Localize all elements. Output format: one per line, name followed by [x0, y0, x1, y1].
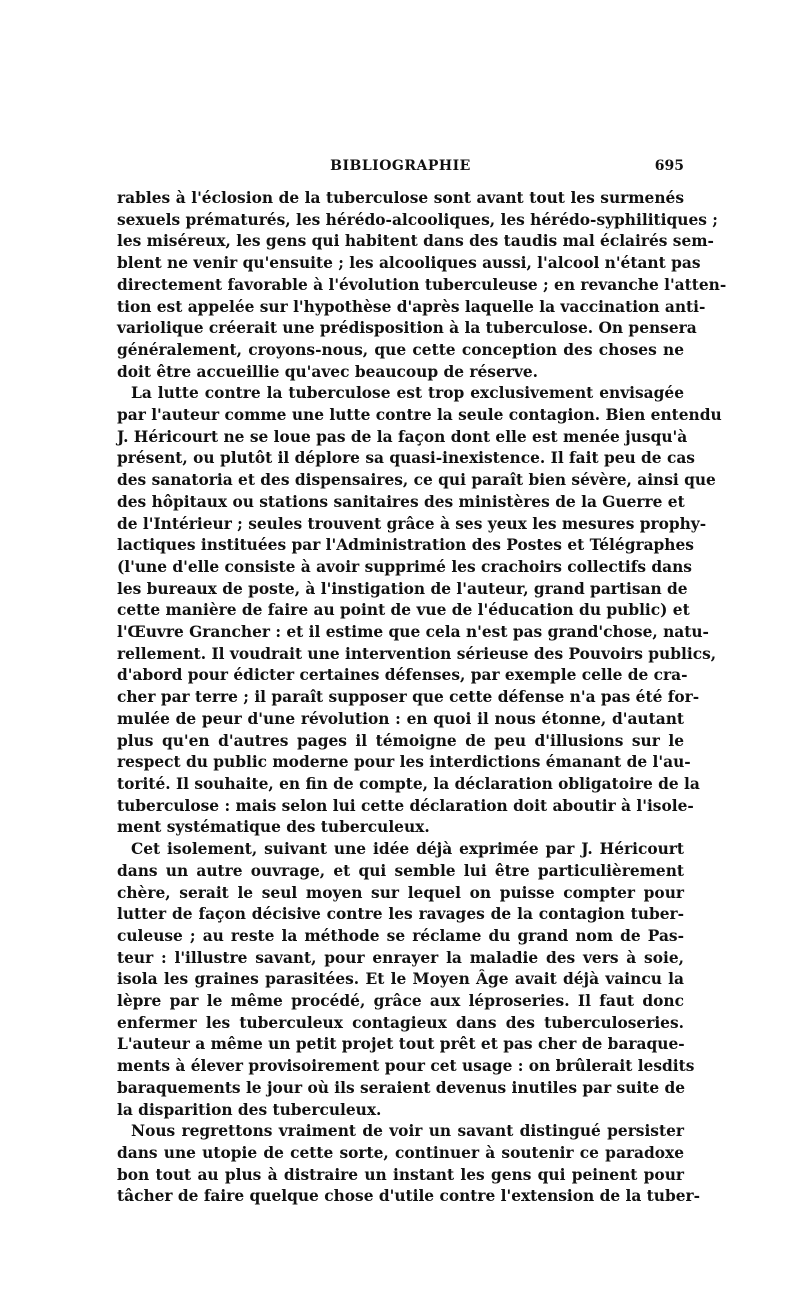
text-line: isola les graines parasitées. Et le Moyen Âge avait déjà vaincu la: [117, 970, 684, 989]
text-line: mulée de peur d'une révolution : en quoi il nous étonne, d'autant: [117, 709, 684, 728]
text-line: Nous regrettons vraiment de voir un savant distingué persister: [131, 1122, 684, 1141]
text-line: présent, ou plutôt il déplore sa quasi-inexistence. Il fait peu de cas: [117, 449, 695, 468]
text-line: culeuse ; au reste la méthode se réclame du grand nom de Pas-: [117, 926, 684, 945]
text-line: J. Héricourt ne se loue pas de la façon dont elle est menée jusqu'à: [117, 427, 688, 446]
text-line: les bureaux de poste, à l'instigation de l'auteur, grand partisan de: [117, 579, 688, 598]
text-line: des sanatoria et des dispensaires, ce qui paraît bien sévère, ainsi que: [117, 471, 716, 490]
text-line: par l'auteur comme une lutte contre la seule contagion. Bien entendu: [117, 406, 722, 425]
text-line: variolique créerait une prédisposition à la tuberculose. On pensera: [117, 319, 697, 338]
text-line: ments à élever provisoirement pour cet usage : on brûlerait lesdits: [117, 1057, 695, 1076]
text-line: teur : l'illustre savant, pour enrayer la maladie des vers à soie,: [117, 948, 684, 967]
text-line: dans un autre ouvrage, et qui semble lui être particulièrement: [117, 861, 684, 880]
text-line: dans une utopie de cette sorte, continuer à soutenir ce paradoxe: [117, 1143, 684, 1162]
running-head: [117, 158, 684, 180]
running-title: BIBLIOGRAPHIE: [330, 158, 471, 174]
text-line: lactiques instituées par l'Administration des Postes et Télégraphes: [117, 536, 694, 555]
text-line: l'Œuvre Grancher : et il estime que cela n'est pas grand'chose, natu-: [117, 623, 709, 642]
text-line: de l'Intérieur ; seules trouvent grâce à ses yeux les mesures prophy-: [117, 514, 707, 533]
text-line: Cet isolement, suivant une idée déjà exprimée par J. Héricourt: [131, 840, 684, 859]
text-line: (l'une d'elle consiste à avoir supprimé les crachoirs collectifs dans: [117, 557, 692, 576]
text-line: la disparition des tuberculeux.: [117, 1100, 382, 1119]
text-line: lutter de façon décisive contre les ravages de la contagion tuber-: [117, 905, 684, 924]
paragraph-3: [117, 839, 695, 1121]
text-line: ment systématique des tuberculeux.: [117, 818, 430, 837]
text-line: lèpre par le même procédé, grâce aux léproseries. Il faut donc: [117, 992, 684, 1011]
text-line: baraquements le jour où ils seraient devenus inutiles par suite de: [117, 1078, 686, 1097]
paragraph-4: [117, 1121, 701, 1208]
text-line: sexuels prématurés, les hérédo-alcooliques, les hérédo-syphilitiques ;: [117, 210, 718, 229]
paragraph-1: [117, 188, 727, 383]
text-line: blent ne venir qu'ensuite ; les alcooliques aussi, l'alcool n'étant pas: [117, 254, 701, 273]
text-line: tuberculose : mais selon lui cette déclaration doit aboutir à l'isole-: [117, 796, 694, 815]
text-line: cette manière de faire au point de vue de l'éducation du public) et: [117, 601, 690, 620]
text-line: chère, serait le seul moyen sur lequel on puisse compter pour: [117, 883, 684, 902]
text-line: rables à l'éclosion de la tuberculose sont avant tout les surmenés: [117, 189, 684, 207]
text-line: cher par terre ; il paraît supposer que cette défense n'a pas été for-: [117, 688, 700, 707]
text-line: des hôpitaux ou stations sanitaires des ministères de la Guerre et: [117, 492, 685, 511]
text-line: torité. Il souhaite, en fin de compte, la déclaration obligatoire de la: [117, 774, 700, 793]
text-line: rellement. Il voudrait une intervention sérieuse des Pouvoirs publics,: [117, 644, 717, 663]
text-line: les miséreux, les gens qui habitent dans des taudis mal éclairés sem-: [117, 232, 714, 251]
text-line: tion est appelée sur l'hypothèse d'après laquelle la vaccination anti-: [117, 297, 706, 316]
text-line: directement favorable à l'évolution tuberculeuse ; en revanche l'atten-: [117, 275, 727, 294]
text-line: L'auteur a même un petit projet tout prêt et pas cher de baraque-: [117, 1035, 685, 1054]
text-line: respect du public moderne pour les interdictions émanant de l'au-: [117, 753, 691, 772]
text-line: tâcher de faire quelque chose d'utile contre l'extension de la tuber-: [117, 1187, 701, 1206]
body-text: [117, 188, 727, 1208]
text-line: doit être accueillie qu'avec beaucoup de réserve.: [117, 362, 538, 381]
text-line: enfermer les tuberculeux contagieux dans des tuberculoseries.: [117, 1013, 684, 1032]
paragraph-2: [117, 383, 722, 839]
text-line: bon tout au plus à distraire un instant les gens qui peinent pour: [117, 1165, 684, 1184]
text-line: plus qu'en d'autres pages il témoigne de peu d'illusions sur le: [117, 731, 684, 750]
text-line: La lutte contre la tuberculose est trop exclusivement envisagée: [131, 384, 684, 403]
text-line: d'abord pour édicter certaines défenses, par exemple celle de cra-: [117, 666, 688, 685]
page-number: 695: [654, 158, 684, 174]
text-line: généralement, croyons-nous, que cette conception des choses ne: [117, 340, 684, 359]
